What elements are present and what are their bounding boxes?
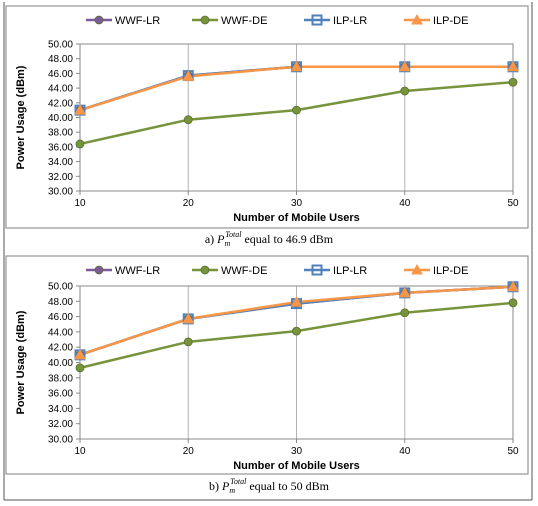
y-tick-label: 42.00 (47, 98, 73, 110)
x-tick-label: 50 (507, 446, 519, 457)
x-tick-label: 10 (74, 198, 86, 209)
y-tick-label: 30.00 (47, 186, 73, 198)
legend-marker-wwf-de (201, 16, 209, 24)
data-point-wwf-de (509, 299, 517, 307)
x-axis-title: Number of Mobile Users (233, 212, 360, 224)
y-tick-label: 50.00 (47, 281, 73, 293)
chart-caption: a) $P_mTotal$ equal to 46.9 dBm (204, 230, 334, 248)
data-point-wwf-de (76, 140, 84, 148)
y-tick-label: 42.00 (47, 342, 73, 354)
y-tick-label: 46.00 (47, 68, 73, 80)
legend-label-wwf-lr: WWF-LR (115, 265, 161, 277)
x-axis-title: Number of Mobile Users (233, 460, 360, 472)
chart-caption: b) $P_mTotal$ equal to 50 dBm (209, 477, 329, 495)
y-tick-label: 40.00 (47, 113, 73, 124)
y-tick-label: 48.00 (47, 296, 73, 308)
y-tick-label: 36.00 (47, 388, 73, 400)
legend-label-wwf-de: WWF-DE (221, 15, 268, 27)
y-tick-label: 32.00 (47, 171, 73, 183)
x-tick-label: 10 (74, 446, 86, 457)
data-point-wwf-de (401, 87, 409, 95)
y-tick-label: 48.00 (47, 54, 73, 66)
legend-label-wwf-lr: WWF-LR (115, 15, 161, 27)
legend-label-wwf-de: WWF-DE (221, 265, 268, 277)
legend-marker-wwf-lr (95, 16, 103, 24)
legend-label-ilp-lr: ILP-LR (333, 15, 368, 27)
y-tick-label: 44.00 (47, 83, 73, 95)
y-tick-label: 34.00 (47, 157, 73, 169)
data-point-wwf-de (401, 309, 409, 317)
y-tick-label: 38.00 (47, 373, 73, 385)
y-tick-label: 38.00 (47, 127, 73, 139)
y-tick-label: 44.00 (47, 327, 73, 339)
data-point-wwf-de (184, 116, 192, 124)
y-axis-title: Power Usage (dBm) (15, 310, 27, 415)
x-tick-label: 30 (290, 198, 303, 209)
data-point-wwf-de (184, 338, 192, 346)
legend-label-ilp-de: ILP-DE (433, 15, 469, 27)
x-tick-label: 30 (290, 446, 303, 457)
data-point-wwf-de (509, 78, 517, 86)
y-tick-label: 32.00 (47, 419, 73, 431)
y-tick-label: 36.00 (47, 142, 73, 154)
legend-label-ilp-lr: ILP-LR (333, 265, 368, 277)
x-tick-label: 50 (507, 198, 519, 209)
y-tick-label: 46.00 (47, 312, 73, 324)
x-tick-label: 20 (182, 446, 194, 457)
y-tick-label: 34.00 (47, 403, 73, 415)
x-tick-label: 40 (399, 446, 411, 457)
data-point-wwf-de (76, 364, 84, 372)
y-tick-label: 50.00 (47, 39, 73, 51)
y-tick-label: 40.00 (47, 358, 73, 369)
legend-marker-wwf-de (201, 266, 209, 274)
legend-label-ilp-de: ILP-DE (433, 265, 469, 277)
y-axis-title: Power Usage (dBm) (15, 65, 27, 170)
x-tick-label: 40 (399, 198, 411, 209)
legend-marker-wwf-lr (95, 266, 103, 274)
y-tick-label: 30.00 (47, 434, 73, 446)
data-point-wwf-de (293, 106, 301, 114)
data-point-wwf-de (293, 327, 301, 335)
x-tick-label: 20 (182, 198, 194, 209)
